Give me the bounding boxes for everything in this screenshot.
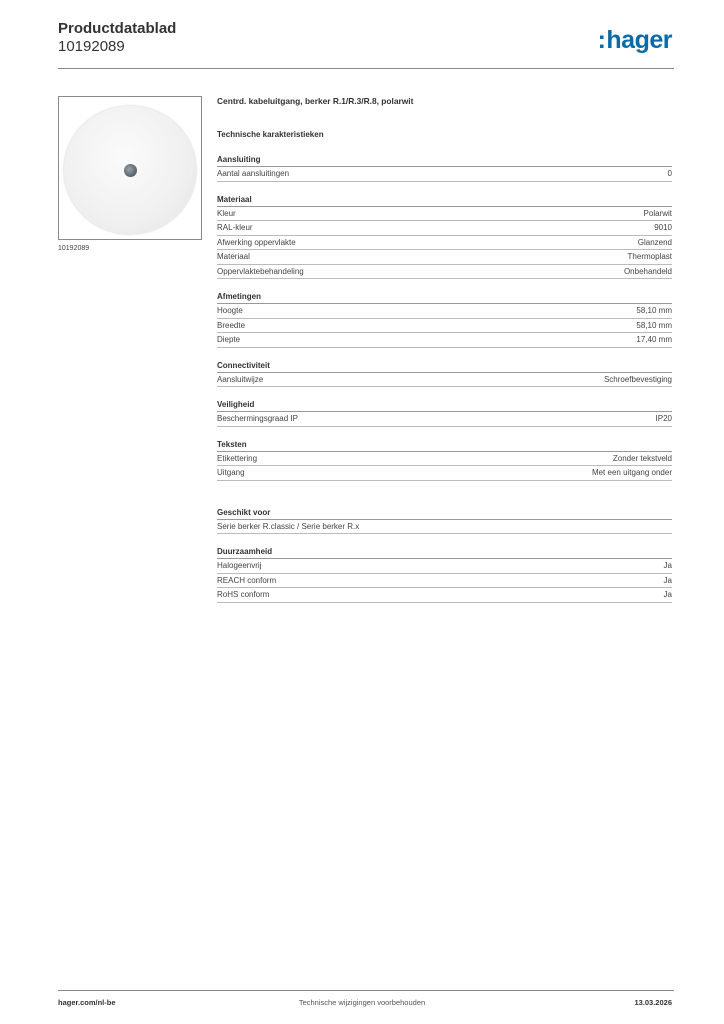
spec-label: Halogeenvrij — [217, 561, 262, 570]
spec-row — [217, 588, 672, 603]
footer-divider — [58, 990, 674, 991]
spec-label: Diepte — [217, 335, 241, 344]
spec-label: Aansluitwijze — [217, 374, 264, 384]
section-title: Connectiviteit — [217, 361, 672, 373]
spec-row — [217, 559, 672, 574]
footer-disclaimer: Technische wijzigingen voorbehouden — [298, 998, 426, 1007]
spec-label: Hoogte — [217, 306, 243, 315]
section-title: Geschikt voor — [217, 508, 672, 520]
spec-value: Met een uitgang onder — [591, 468, 672, 477]
section-title: Teksten — [217, 440, 672, 452]
spec-row — [217, 236, 672, 251]
spec-row — [217, 574, 672, 589]
logo-text: hager — [606, 26, 672, 54]
section-title: Afmetingen — [217, 292, 672, 304]
document-title: Productdatablad — [58, 20, 177, 37]
spec-value: Onbehandeld — [623, 266, 672, 276]
spec-label: Etikettering — [217, 453, 258, 463]
spec-row — [217, 221, 672, 236]
spec-row — [217, 520, 672, 535]
section-spacer — [217, 481, 672, 495]
spec-label: REACH conform — [217, 575, 277, 585]
header-divider — [58, 68, 674, 69]
logo-colon: : — [597, 26, 606, 54]
spec-value: Glanzend — [637, 237, 672, 247]
characteristics-title: Technische karakteristieken — [217, 130, 324, 139]
section-title: Duurzaamheid — [217, 547, 672, 559]
cover-disc-image — [64, 106, 196, 234]
spec-value: Thermoplast — [627, 252, 672, 261]
product-number: 10192089 — [58, 38, 125, 55]
spec-label: Breedte — [217, 320, 246, 330]
spec-row — [217, 265, 672, 280]
image-caption: 10192089 — [58, 245, 90, 252]
spec-row — [217, 452, 672, 467]
page-header — [58, 20, 674, 68]
spec-label: Afwerking oppervlakte — [217, 237, 296, 247]
spec-row — [217, 250, 672, 265]
section-geschikt-voor — [217, 508, 672, 535]
section-title: Materiaal — [217, 195, 672, 207]
spec-value: 17,40 mm — [636, 335, 672, 344]
spec-row — [217, 412, 672, 427]
spec-value: Zonder tekstveld — [612, 453, 672, 463]
spec-value: 58,10 mm — [636, 306, 672, 315]
section-title: Veiligheid — [217, 400, 672, 412]
spec-value: Ja — [663, 575, 672, 585]
spec-value: IP20 — [655, 414, 672, 423]
spec-label: Oppervlaktebehandeling — [217, 266, 304, 276]
spec-row — [217, 304, 672, 319]
spec-value: Ja — [663, 590, 672, 599]
section-teksten — [217, 440, 672, 481]
hager-logo — [598, 26, 672, 55]
spec-row — [217, 319, 672, 334]
spec-label: Kleur — [217, 208, 236, 218]
spec-label: Serie berker R.classic / Serie berker R.x — [217, 521, 360, 531]
spec-row — [217, 333, 672, 348]
product-title: Centrd. kabeluitgang, berker R.1/R.3/R.8, polarwit — [217, 96, 414, 106]
spec-label: Aantal aansluitingen — [217, 169, 290, 178]
footer-date: 13.03.2026 — [634, 998, 672, 1007]
spec-row — [217, 466, 672, 481]
section-afmetingen — [217, 292, 672, 348]
spec-row — [217, 373, 672, 388]
spec-value: Schroefbevestiging — [603, 374, 672, 384]
section-materiaal — [217, 195, 672, 280]
spec-label: RAL-kleur — [217, 223, 253, 232]
spec-value: Ja — [663, 561, 672, 570]
spec-label: Uitgang — [217, 468, 245, 477]
spec-value: 0 — [667, 169, 672, 178]
spec-value: 58,10 mm — [636, 320, 672, 330]
spec-value: Polarwit — [643, 208, 672, 218]
spec-content — [217, 96, 672, 603]
product-image — [58, 96, 202, 240]
spec-label: Beschermingsgraad IP — [217, 414, 298, 423]
section-veiligheid — [217, 400, 672, 427]
spec-row — [217, 207, 672, 222]
spec-label: RoHS conform — [217, 590, 270, 599]
section-duurzaamheid — [217, 547, 672, 603]
section-title: Aansluiting — [217, 155, 672, 167]
footer-website-link[interactable]: hager.com/nl-be — [58, 998, 116, 1007]
spec-row — [217, 167, 672, 182]
spec-value: 9010 — [654, 223, 672, 232]
section-aansluiting — [217, 155, 672, 182]
section-connectiviteit — [217, 361, 672, 388]
cable-outlet-hole — [124, 164, 137, 177]
spec-label: Materiaal — [217, 252, 250, 261]
